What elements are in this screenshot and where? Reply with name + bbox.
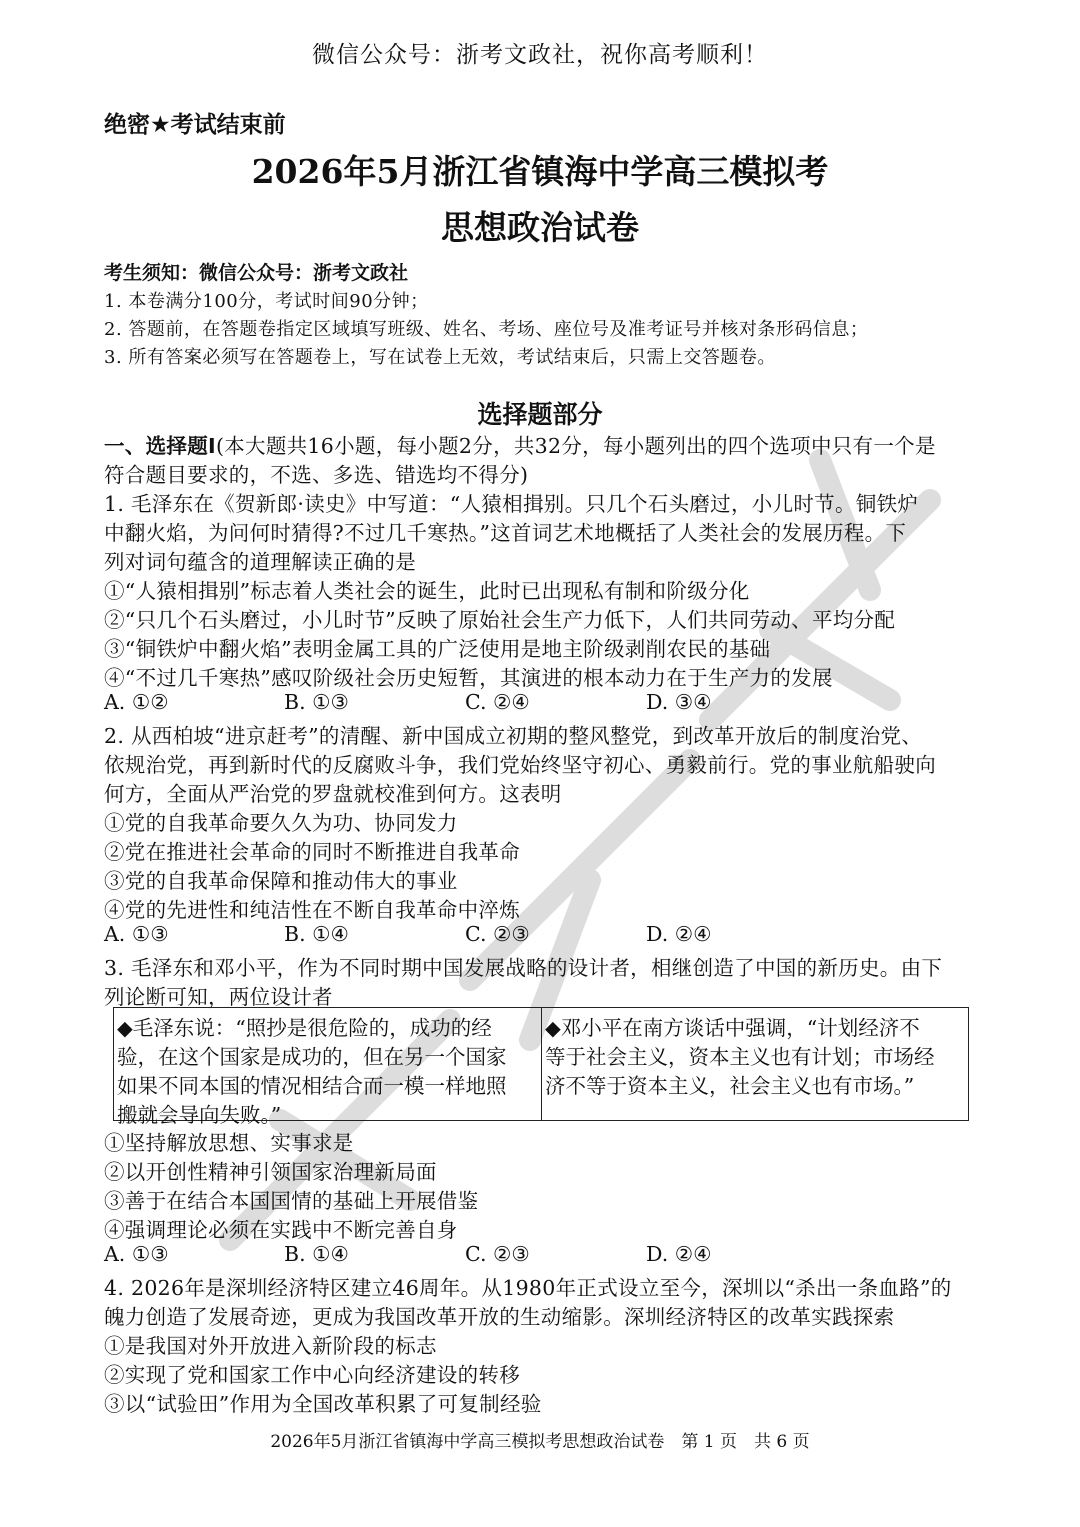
section-title: 选择题部分 bbox=[477, 400, 603, 429]
q3-stem: 列论断可知，两位设计者 bbox=[104, 985, 333, 1009]
exam-subtitle: 思想政治试卷 bbox=[441, 208, 639, 247]
q3-stem: 3. 毛泽东和邓小平，作为不同时期中国发展战略的设计者，相继创造了中国的新历史。由下 bbox=[104, 956, 943, 980]
q1-option-a[interactable]: A. ①② bbox=[104, 690, 169, 714]
q3-quote-right: ◆邓小平在南方谈话中强调，“计划经济不 bbox=[545, 1016, 920, 1040]
top-banner: 微信公众号：浙考文政社，祝你高考顺利！ bbox=[312, 42, 768, 68]
q3-option-c[interactable]: C. ②③ bbox=[465, 1242, 530, 1266]
notice-item: 1. 本卷满分100分，考试时间90分钟； bbox=[104, 291, 429, 312]
q2-stem: 依规治党，再到新时代的反腐败斗争，我们党始终坚守初心、勇毅前行。党的事业航船驶向 bbox=[104, 753, 936, 777]
q3-quote-left: 如果不同本国的情况相结合而一模一样地照 bbox=[117, 1074, 507, 1098]
q1-statement: ①“人猿相揖别”标志着人类社会的诞生，此时已出现私有制和阶级分化 bbox=[104, 579, 750, 603]
q3-quote-left: ◆毛泽东说：“照抄是很危险的，成功的经 bbox=[117, 1016, 492, 1040]
q2-stem: 何方，全面从严治党的罗盘就校准到何方。这表明 bbox=[104, 782, 562, 806]
q2-statement: ②党在推进社会革命的同时不断推进自我革命 bbox=[104, 840, 520, 864]
q1-statement: ③“铜铁炉中翻火焰”表明金属工具的广泛使用是地主阶级剥削农民的基础 bbox=[104, 637, 771, 661]
q2-statement: ④党的先进性和纯洁性在不断自我革命中淬炼 bbox=[104, 898, 520, 922]
page-footer: 2026年5月浙江省镇海中学高三模拟考思想政治试卷 第 1 页 共 6 页 bbox=[270, 1432, 810, 1452]
q1-option-d[interactable]: D. ③④ bbox=[646, 690, 712, 714]
q3-quote-right: 等于社会主义，资本主义也有计划；市场经 bbox=[545, 1045, 935, 1069]
q3-option-a[interactable]: A. ①③ bbox=[104, 1242, 169, 1266]
q4-stem: 魄力创造了发展奇迹，更成为我国改革开放的生动缩影。深圳经济特区的改革实践探索 bbox=[104, 1305, 895, 1329]
q2-statement: ①党的自我革命要久久为功、协同发力 bbox=[104, 811, 458, 835]
notice-item: 3. 所有答案必须写在答题卷上，写在试卷上无效，考试结束后，只需上交答题卷。 bbox=[104, 347, 776, 368]
q1-stem: 1. 毛泽东在《贺新郎·读史》中写道：“人猿相揖别。只几个石头磨过，小儿时节。铜铁炉 bbox=[104, 492, 919, 516]
part-description-cont: 符合题目要求的，不选、多选、错选均不得分) bbox=[104, 463, 529, 487]
q4-statement: ③以“试验田”作用为全国改革积累了可复制经验 bbox=[104, 1392, 542, 1416]
q3-quote-left: 验，在这个国家是成功的，但在另一个国家 bbox=[117, 1045, 507, 1069]
q2-statement: ③党的自我革命保障和推动伟大的事业 bbox=[104, 869, 458, 893]
q1-stem: 中翻火焰，为问何时猜得?不过几千寒热。”这首词艺术地概括了人类社会的发展历程。下 bbox=[104, 521, 907, 545]
q1-stem: 列对词句蕴含的道理解读正确的是 bbox=[104, 550, 416, 574]
notice-heading: 考生须知：微信公众号：浙考文政社 bbox=[104, 262, 409, 284]
part-label: 一、选择题Ⅰ bbox=[104, 434, 216, 458]
q3-statement: ④强调理论必须在实践中不断完善自身 bbox=[104, 1218, 458, 1242]
q3-statement: ③善于在结合本国国情的基础上开展借鉴 bbox=[104, 1189, 479, 1213]
q3-statement: ①坚持解放思想、实事求是 bbox=[104, 1131, 354, 1155]
q1-option-b[interactable]: B. ①③ bbox=[284, 690, 349, 714]
q2-option-d[interactable]: D. ②④ bbox=[646, 922, 712, 946]
notice-item: 2. 答题前，在答题卷指定区域填写班级、姓名、考场、座位号及准考证号并核对条形码信息； bbox=[104, 319, 869, 340]
confidential-label: 绝密★考试结束前 bbox=[104, 112, 286, 138]
q3-statement: ②以开创性精神引领国家治理新局面 bbox=[104, 1160, 437, 1184]
q1-statement: ②“只几个石头磨过，小儿时节”反映了原始社会生产力低下，人们共同劳动、平均分配 bbox=[104, 608, 896, 632]
q2-stem: 2. 从西柏坡“进京赶考”的清醒、新中国成立初期的整风整党，到改革开放后的制度治党、 bbox=[104, 724, 923, 748]
part-intro bbox=[104, 429, 936, 459]
q4-statement: ②实现了党和国家工作中心向经济建设的转移 bbox=[104, 1363, 520, 1387]
q3-quote-right: 济不等于资本主义，社会主义也有市场。” bbox=[545, 1074, 915, 1098]
q3-quote-divider bbox=[541, 1008, 542, 1120]
q2-option-c[interactable]: C. ②③ bbox=[465, 922, 530, 946]
q1-statement: ④“不过几千寒热”感叹阶级社会历史短暂，其演进的根本动力在于生产力的发展 bbox=[104, 666, 833, 690]
part-description: (本大题共16小题，每小题2分，共32分，每小题列出的四个选项中只有一个是 bbox=[215, 434, 936, 458]
q3-quote-table bbox=[113, 1007, 969, 1127]
q2-option-b[interactable]: B. ①④ bbox=[284, 922, 349, 946]
q4-statement: ①是我国对外开放进入新阶段的标志 bbox=[104, 1334, 437, 1358]
q3-quote-left: 搬就会导向失败。” bbox=[117, 1103, 282, 1127]
q2-option-a[interactable]: A. ①③ bbox=[104, 922, 169, 946]
q3-option-d[interactable]: D. ②④ bbox=[646, 1242, 712, 1266]
q3-option-b[interactable]: B. ①④ bbox=[284, 1242, 349, 1266]
exam-title: 2026年5月浙江省镇海中学高三模拟考 bbox=[251, 152, 829, 191]
q4-stem: 4. 2026年是深圳经济特区建立46周年。从1980年正式设立至今，深圳以“杀出一条血路”的 bbox=[104, 1276, 952, 1300]
q1-option-c[interactable]: C. ②④ bbox=[465, 690, 530, 714]
